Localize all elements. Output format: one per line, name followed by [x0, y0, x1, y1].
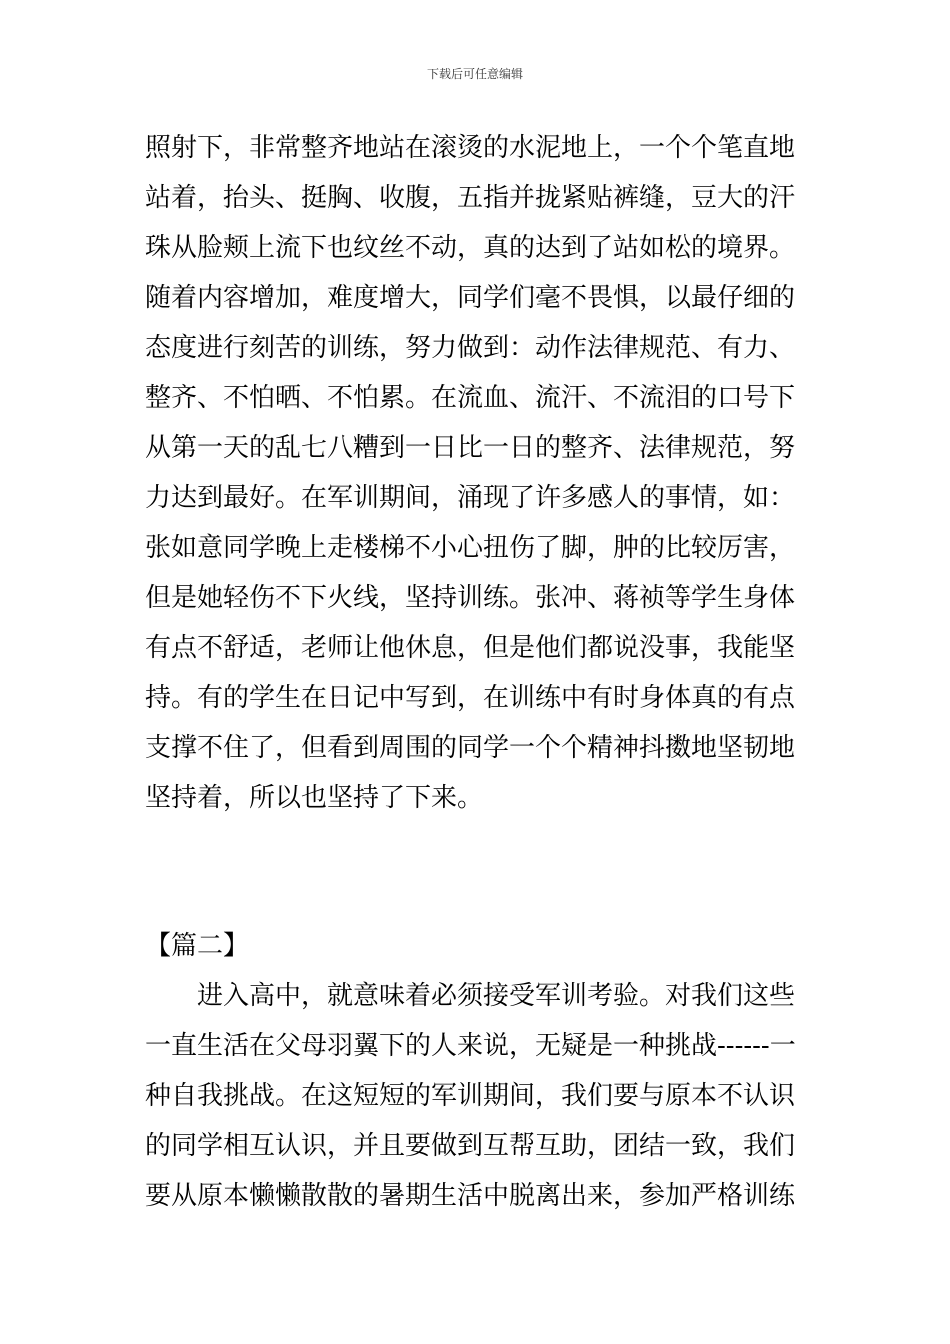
text-line: 照射下，非常整齐地站在滚烫的水泥地上，一个个笔直地	[145, 133, 796, 163]
text-line: 的同学相互认识，并且要做到互帮互助，团结一致，我们	[145, 1131, 796, 1161]
text-line: 珠从脸颊上流下也纹丝不动，真的达到了站如松的境界。	[145, 233, 796, 263]
text-line: 要从原本懒懒散散的暑期生活中脱离出来，参加严格训练	[145, 1181, 796, 1211]
text-line: 支撑不住了，但看到周围的同学一个个精神抖擞地坚韧地	[145, 733, 796, 763]
text-line: 一直生活在父母羽翼下的人来说，无疑是一种挑战------一	[145, 1031, 796, 1061]
section-heading: 【篇二】	[145, 931, 250, 961]
text-line: 持。有的学生在日记中写到，在训练中有时身体真的有点	[145, 683, 796, 713]
text-line: 态度进行刻苦的训练，努力做到：动作法律规范、有力、	[145, 333, 796, 363]
text-line: 进入高中，就意味着必须接受军训考验。对我们这些	[145, 981, 796, 1011]
text-line: 但是她轻伤不下火线，坚持训练。张冲、蒋祯等学生身体	[145, 583, 796, 613]
text-line: 有点不舒适，老师让他休息，但是他们都说没事，我能坚	[145, 633, 796, 663]
text-line: 坚持着，所以也坚持了下来。	[145, 783, 484, 813]
text-line: 种自我挑战。在这短短的军训期间，我们要与原本不认识	[145, 1081, 796, 1111]
text-line: 张如意同学晚上走楼梯不小心扭伤了脚，肿的比较厉害，	[145, 533, 796, 563]
text-line: 随着内容增加，难度增大，同学们毫不畏惧，以最仔细的	[145, 283, 796, 313]
header-note: 下载后可任意编辑	[426, 67, 523, 81]
text-line: 力达到最好。在军训期间，涌现了许多感人的事情，如：	[145, 483, 796, 513]
text-line: 整齐、不怕晒、不怕累。在流血、流汗、不流泪的口号下	[145, 383, 796, 413]
text-line: 从第一天的乱七八糟到一日比一日的整齐、法律规范，努	[145, 433, 796, 463]
text-line: 站着，抬头、挺胸、收腹，五指并拢紧贴裤缝，豆大的汗	[145, 183, 796, 213]
